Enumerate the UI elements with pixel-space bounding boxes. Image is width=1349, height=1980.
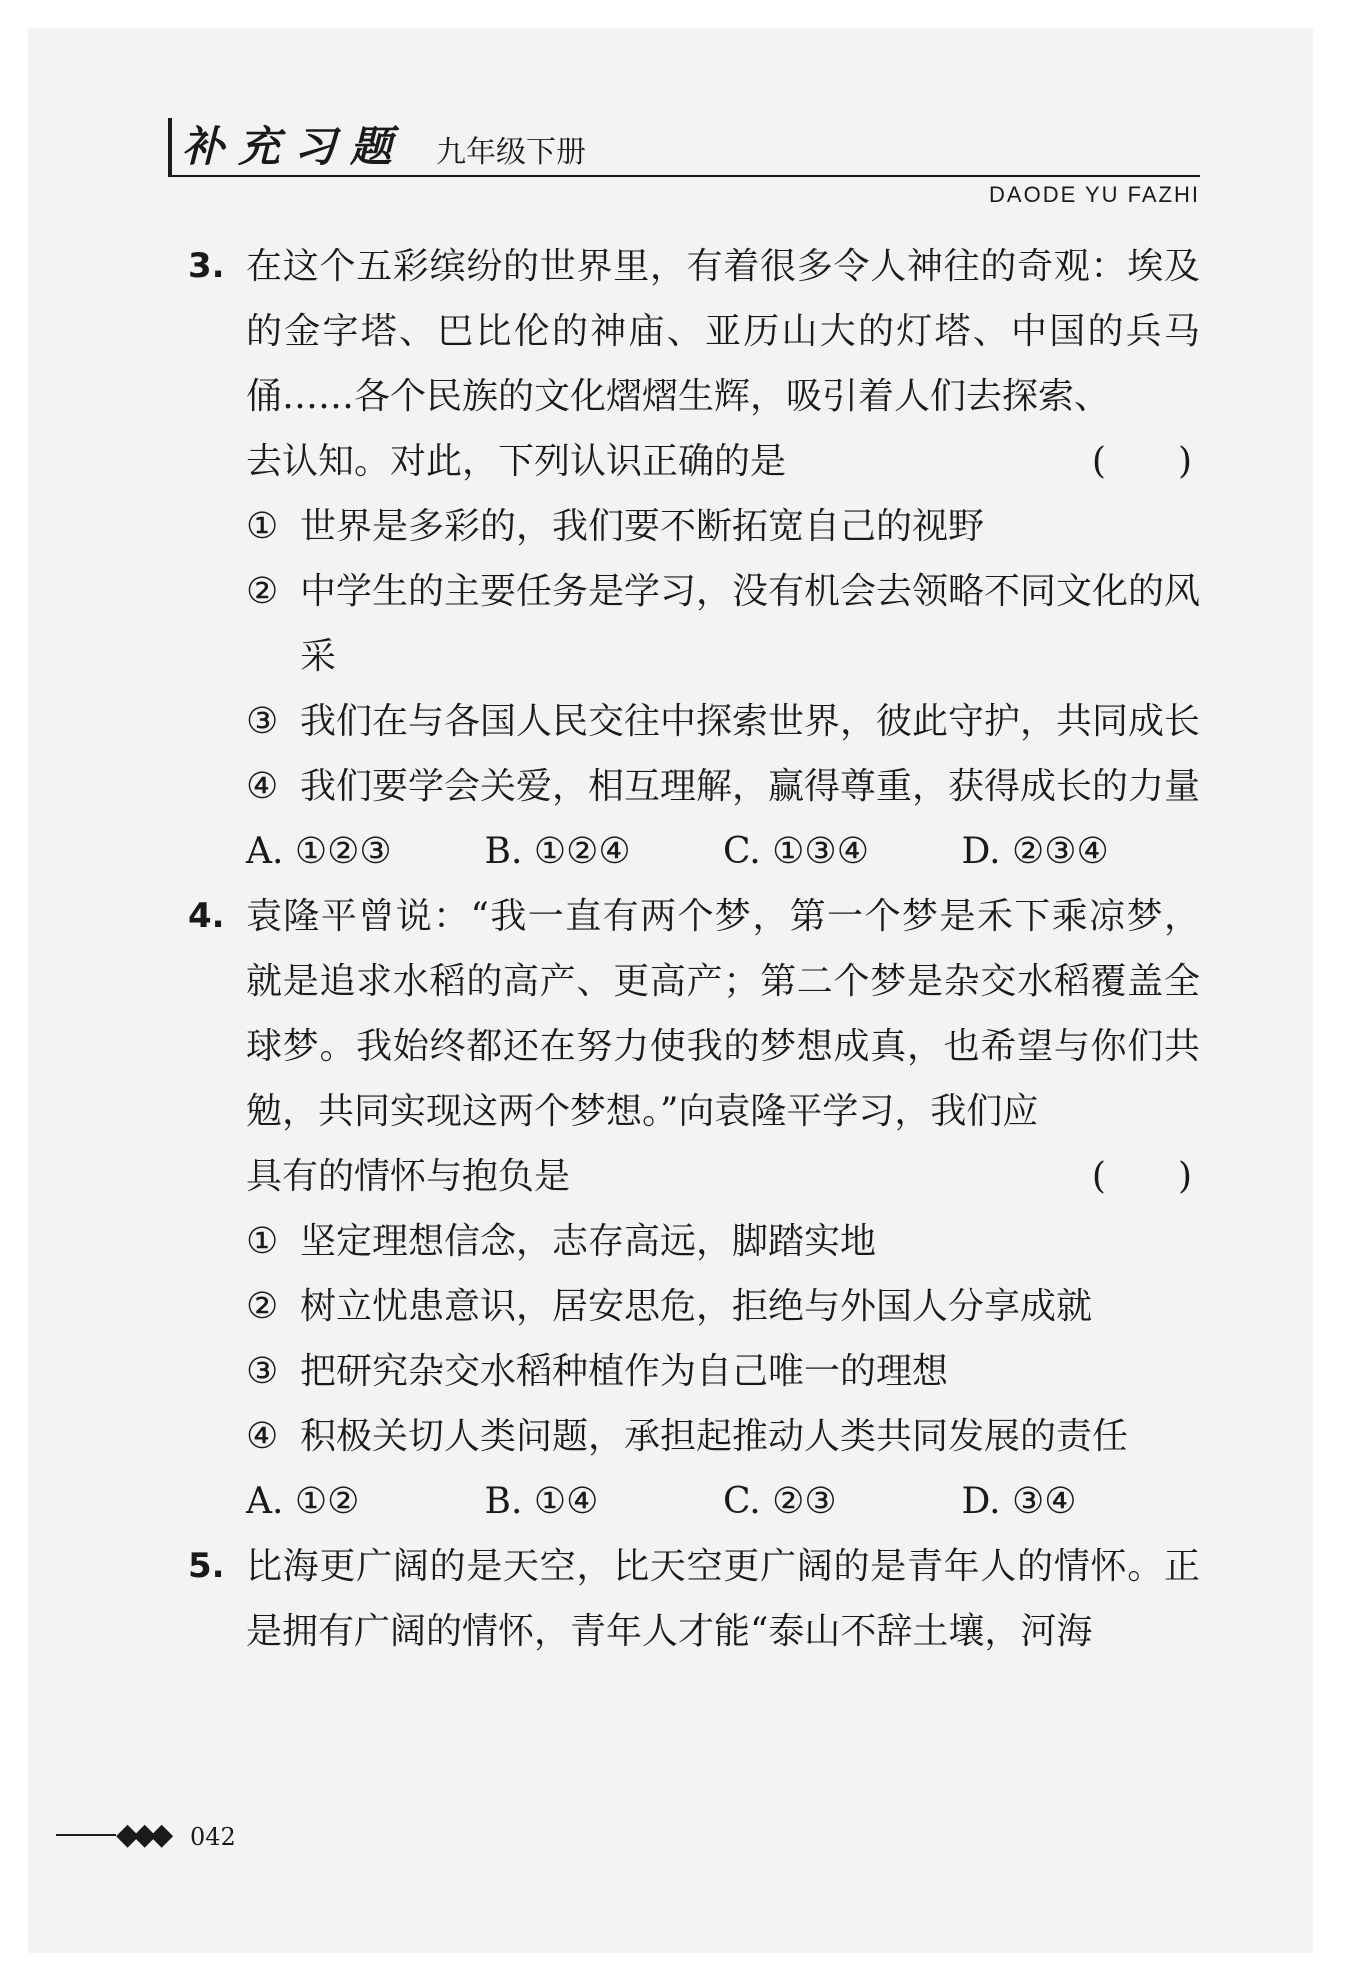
answer-bracket[interactable]: ( ) bbox=[1091, 1156, 1192, 1197]
grade-label: 九年级下册 bbox=[436, 135, 586, 170]
question-4 bbox=[188, 884, 1200, 1534]
option-text: 树立忧患意识，居安思危，拒绝与外国人分享成就 bbox=[300, 1286, 1093, 1327]
option-item bbox=[188, 559, 1200, 689]
page-footer bbox=[56, 1815, 356, 1855]
question-number: 5. bbox=[188, 1546, 225, 1586]
option-text: 积极关切人类问题，承担起推动人类共同发展的责任 bbox=[300, 1416, 1129, 1457]
option-mark: ③ bbox=[246, 1351, 279, 1392]
question-number: 3. bbox=[188, 246, 225, 286]
answer-choices bbox=[188, 1469, 1200, 1534]
option-text: 把研究杂交水稻种植作为自己唯一的理想 bbox=[300, 1351, 949, 1392]
question-5 bbox=[188, 1534, 1200, 1664]
footer-rule bbox=[56, 1834, 116, 1836]
option-text: 坚定理想信念，志存高远，脚踏实地 bbox=[300, 1221, 877, 1262]
question-stem: 袁隆平曾说：“我一直有两个梦，第一个梦是禾下乘凉梦，就是追求水稻的高产、更高产；第二个梦是杂交水稻覆盖全球梦。我始终都还在努力使我的梦想成真，也希望与你们共勉，共同实现这两个梦想。”向袁隆平学习，我们应 bbox=[246, 896, 1200, 1132]
book-title: 补充习题 bbox=[182, 122, 407, 171]
page-header bbox=[148, 118, 1200, 207]
option-item bbox=[188, 1339, 1200, 1404]
option-mark: ④ bbox=[246, 766, 279, 807]
option-mark: ③ bbox=[246, 701, 279, 742]
option-text: 世界是多彩的，我们要不断拓宽自己的视野 bbox=[300, 506, 985, 547]
header-rule bbox=[168, 175, 1200, 177]
choice-a[interactable]: A. ①②③ bbox=[246, 831, 392, 872]
option-mark: ① bbox=[246, 1221, 279, 1262]
choice-d[interactable]: D. ③④ bbox=[961, 1481, 1077, 1522]
page-number: 042 bbox=[190, 1823, 236, 1851]
question-stem: 在这个五彩缤纷的世界里，有着很多令人神往的奇观：埃及的金字塔、巴比伦的神庙、亚历山大的灯塔、中国的兵马俑……各个民族的文化熠熠生辉，吸引着人们去探索、 bbox=[246, 246, 1200, 417]
choice-c[interactable]: C. ①③④ bbox=[723, 831, 869, 872]
option-text: 我们在与各国人民交往中探索世界，彼此守护，共同成长 bbox=[300, 701, 1201, 742]
option-item bbox=[188, 1209, 1200, 1274]
choice-d[interactable]: D. ②③④ bbox=[961, 831, 1109, 872]
option-text: 中学生的主要任务是学习，没有机会去领略不同文化的风采 bbox=[300, 571, 1201, 677]
question-stem-tail: 去认知。对此，下列认识正确的是 bbox=[246, 441, 787, 482]
choice-c[interactable]: C. ②③ bbox=[723, 1481, 837, 1522]
choice-a[interactable]: A. ①② bbox=[246, 1481, 360, 1522]
question-content bbox=[188, 234, 1200, 1664]
subject-label: DAODE YU FAZHI bbox=[989, 182, 1200, 207]
option-mark: ② bbox=[246, 571, 279, 612]
answer-bracket[interactable]: ( ) bbox=[1091, 441, 1192, 482]
option-mark: ① bbox=[246, 506, 279, 547]
question-number: 4. bbox=[188, 896, 225, 936]
option-item bbox=[188, 1404, 1200, 1469]
diamond-icon: ◆◆◆ bbox=[116, 1817, 168, 1852]
option-mark: ② bbox=[246, 1286, 279, 1327]
option-item bbox=[188, 754, 1200, 819]
option-item bbox=[188, 689, 1200, 754]
question-stem: 比海更广阔的是天空，比天空更广阔的是青年人的情怀。正是拥有广阔的情怀，青年人才能“泰山不辞土壤，河海 bbox=[246, 1546, 1200, 1652]
choice-b[interactable]: B. ①④ bbox=[484, 1481, 599, 1522]
choice-b[interactable]: B. ①②④ bbox=[484, 831, 631, 872]
header-bar bbox=[168, 118, 172, 176]
option-mark: ④ bbox=[246, 1416, 279, 1457]
question-stem-tail: 具有的情怀与抱负是 bbox=[246, 1156, 571, 1197]
answer-choices bbox=[188, 819, 1200, 884]
question-3 bbox=[188, 234, 1200, 884]
page-sheet bbox=[28, 28, 1313, 1953]
option-text: 我们要学会关爱，相互理解，赢得尊重，获得成长的力量 bbox=[300, 766, 1201, 807]
option-item bbox=[188, 494, 1200, 559]
option-item bbox=[188, 1274, 1200, 1339]
